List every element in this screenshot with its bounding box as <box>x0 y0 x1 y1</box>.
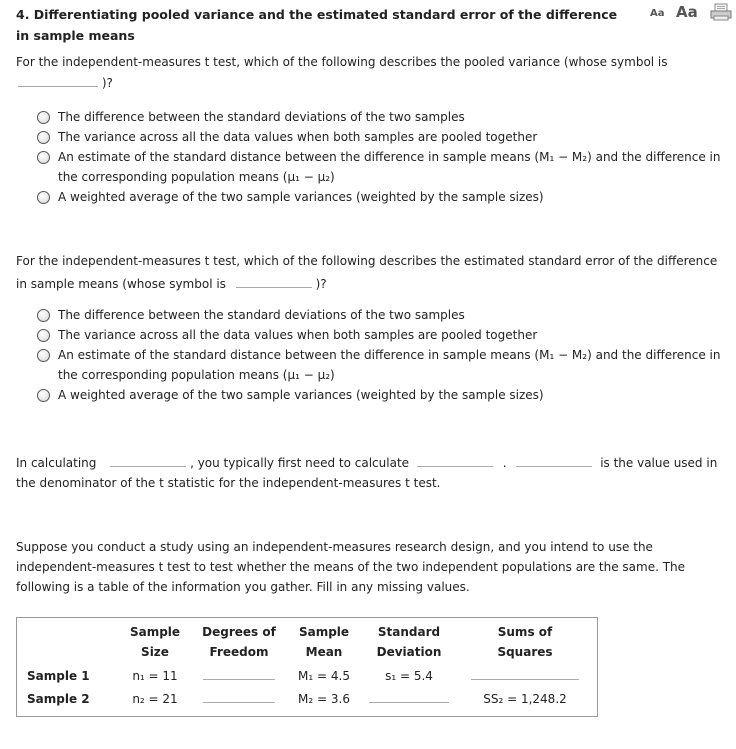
question-title: 4. Differentiating pooled variance and the estimated standard error of the difference in sample means <box>16 7 618 43</box>
header-standard-deviation: Standard Deviation <box>376 625 442 659</box>
q2-option-2[interactable]: The variance across all the data values when both samples are pooled together <box>37 325 726 345</box>
q1-prompt: For the independent-measures t test, which of the following describes the pooled variance (whose symbol is )? <box>16 55 668 90</box>
radio-button[interactable] <box>37 131 50 144</box>
ss-sample1-input[interactable] <box>471 665 579 680</box>
header-sums-of-squares: Sums of Squares <box>497 625 553 659</box>
table-row: Sample 2 n₂ = 21 M₂ = 3.6 SS₂ = 1,248.2 <box>17 687 597 710</box>
radio-button[interactable] <box>37 151 50 164</box>
radio-button[interactable] <box>37 329 50 342</box>
df-sample1-input[interactable] <box>203 665 275 680</box>
q1-option-3[interactable]: An estimate of the standard distance between the difference in sample means (M₁ − M₂) and the difference in the corresponding population means (μ₁ − μ₂) <box>37 147 726 187</box>
q4-intro: Suppose you conduct a study using an independent-measures research design, and you intend to use the independent-measures t test to test whether the means of the two independent populations are the same. The following is a table of the information you gather. Fill in any missing values. <box>16 540 686 594</box>
print-icon[interactable] <box>710 3 732 21</box>
radio-button[interactable] <box>37 309 50 322</box>
q3-dropdown-1[interactable] <box>110 452 186 467</box>
q2-option-3[interactable]: An estimate of the standard distance between the difference in sample means (M₁ − M₂) and the difference in the corresponding population means (μ₁ − μ₂) <box>37 345 726 385</box>
font-size-large-button[interactable]: Aa <box>676 3 698 21</box>
q3-dropdown-3[interactable] <box>516 452 592 467</box>
radio-button[interactable] <box>37 349 50 362</box>
radio-button[interactable] <box>37 389 50 402</box>
header-degrees-of-freedom: Degrees of Freedom <box>202 625 276 659</box>
data-table <box>16 617 598 717</box>
q1-option-4[interactable]: A weighted average of the two sample variances (weighted by the sample sizes) <box>37 187 726 207</box>
q1-option-2[interactable]: The variance across all the data values when both samples are pooled together <box>37 127 726 147</box>
sd-sample2-input[interactable] <box>369 688 449 703</box>
radio-button[interactable] <box>37 191 50 204</box>
df-sample2-input[interactable] <box>203 688 275 703</box>
q3-sentence: In calculating , you typically first need to calculate . is the value used in the denominator of the t statistic for the independent-measures t test. <box>16 452 730 493</box>
q1-option-1[interactable]: The difference between the standard deviations of the two samples <box>37 107 726 127</box>
q2-option-1[interactable]: The difference between the standard deviations of the two samples <box>37 305 726 325</box>
table-header-row <box>17 618 597 664</box>
q3-dropdown-2[interactable] <box>417 452 493 467</box>
q2-option-4[interactable]: A weighted average of the two sample variances (weighted by the sample sizes) <box>37 385 726 405</box>
radio-button[interactable] <box>37 111 50 124</box>
header-sample-size: Sample Size <box>129 625 181 659</box>
q2-symbol-dropdown[interactable] <box>236 273 312 288</box>
header-sample-mean: Sample Mean <box>298 625 350 659</box>
q2-prompt: For the independent-measures t test, which of the following describes the estimated standard error of the difference in sample means (whose symbol is )? <box>16 254 718 291</box>
q1-symbol-dropdown[interactable] <box>18 72 98 87</box>
table-row: Sample 1 n₁ = 11 M₁ = 4.5 s₁ = 5.4 <box>17 664 597 687</box>
font-size-small-button[interactable]: Aa <box>650 8 665 19</box>
